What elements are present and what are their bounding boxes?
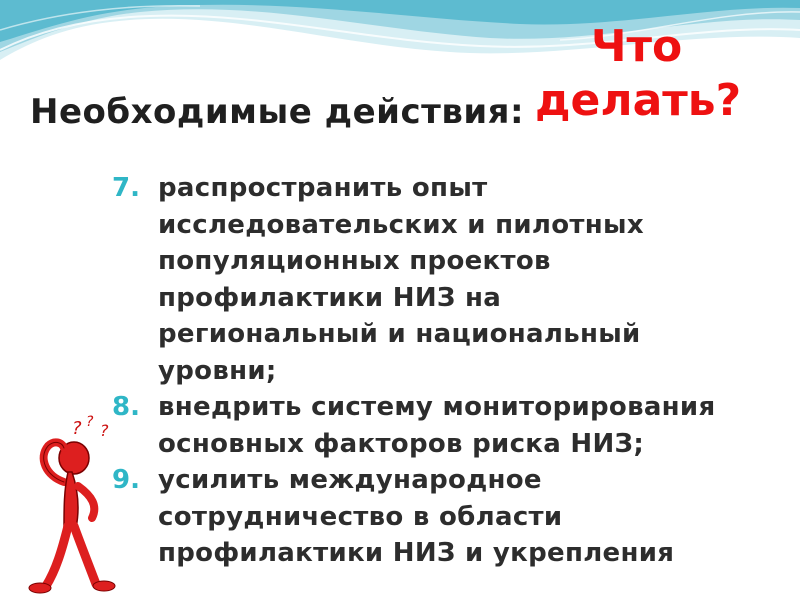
corner-question [535,20,795,128]
list-item [112,389,800,462]
list-item-line: основных факторов риска НИЗ; [158,428,645,459]
corner-question-line1: Что [591,21,683,72]
thinking-figure-illustration [24,410,124,600]
list-item-line: сотрудничество в области [158,501,563,532]
list-item-line: региональный и национальный [158,319,641,349]
action-list [112,170,800,572]
list-item-line: уровни; [158,355,277,386]
list-item-number: 7. [112,173,140,203]
list-item [112,462,800,572]
list-item-number: 8. [112,392,140,422]
list-item-line: популяционных проектов [158,246,551,276]
slide-title: Необходимые действия: [30,92,525,132]
list-item-line: исследовательских и пилотных [158,209,644,240]
list-item-line: внедрить систему мониторирования [158,392,716,422]
list-item-line: профилактики НИЗ на [158,282,502,313]
list-item-line: усилить международное [158,465,542,495]
svg-text:?: ? [72,418,82,439]
list-item [112,170,800,389]
corner-question-line2: делать? [535,75,742,126]
svg-text:?: ? [86,414,94,430]
svg-text:?: ? [100,421,109,440]
list-item-number: 9. [112,465,140,495]
list-item-line: распространить опыт [158,173,488,203]
list-item-line: профилактики НИЗ и укрепления [158,538,675,568]
